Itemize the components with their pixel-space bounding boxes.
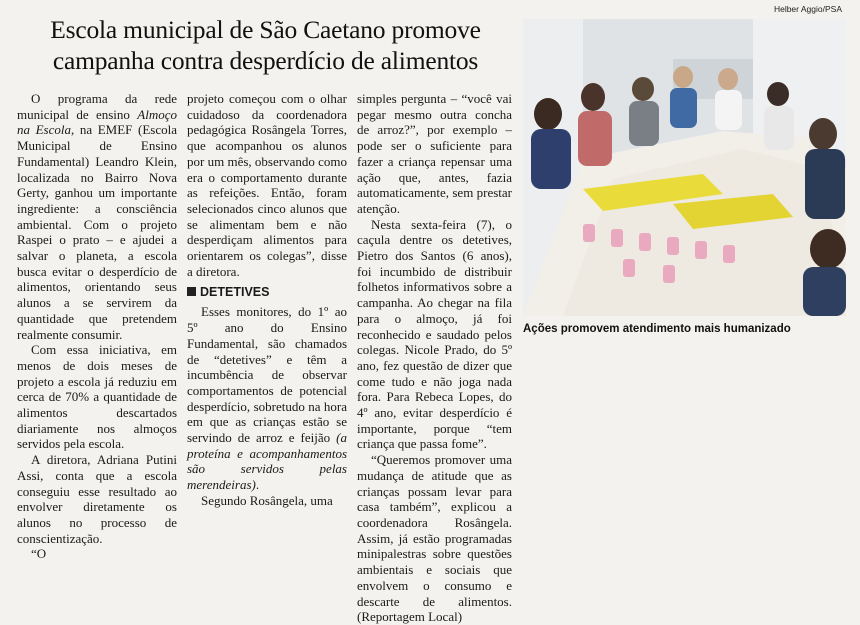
- program-name: Almoço na Escola: [17, 106, 177, 138]
- headline-line-1: Escola municipal de São Caetano promove: [50, 15, 481, 44]
- paragraph-5: Esses monitores, do 1º ao 5º ano do Ensino Fundamental, são chamados de “detetives” e têm a incumbência de observar comportamentos de potencial desperdício, sobretudo na hora em que as crianças estão se servindo de arroz e feijão (a proteína e acompanhamentos são servidos pelas merendeiras).: [187, 304, 347, 493]
- paragraph-4-continued: projeto começou com o olhar cuidadoso da coordenadora pedagógica Rosângela Torres, que acompanhou os alunos por um mês, observando como era o comportamento durante as refeições. Então, foram selecionados cinco alunos que se alimentam bem e não desperdiçam alimentos para orientarem os colegas”, disse a diretora.: [187, 91, 347, 279]
- paragraph-4: “O: [31, 546, 47, 562]
- headline-line-2: campanha contra desperdício de alimentos: [52, 46, 479, 75]
- paragraph-2: Com essa iniciativa, em menos de dois meses de projeto a escola já reduziu em cerca de 70% a quantidade de alimentos descartados diariamente nos almoços servidos pela escola.: [17, 342, 177, 452]
- article-photo: [523, 19, 846, 316]
- paragraph-1: O programa da rede municipal de ensino Almoço na Escola, na EMEF (Escola Municipal de Ensino Fundamental) Leandro Klein, localizada no Bairro Nova Gerty, ganhou um importante ingrediente: a consciência ambiental. Com o projeto Raspei o prato – e ajudei a salvar o planeta, a escola busca evitar o desperdício de alimentos, orientando seus alunos a se servirem da quantidade que pretendem realmente consumir.: [17, 91, 177, 342]
- paragraph-6: Segundo Rosângela, uma: [201, 492, 333, 508]
- paragraph-6-continued: simples pergunta – “você vai pegar mesmo outra concha de arroz?”, por exemplo – pode ser o suficiente para fazer a criança repensar uma ação que, antes, fazia automaticamente, sem prestar atenção.: [357, 91, 512, 216]
- paragraph-7: Nesta sexta-feira (7), o caçula dentre os detetives, Pietro dos Santos (6 anos), foi incumbido de distribuir folhetos informativos sobre a campanha. Ao chegar na fila para o almoço, já foi reconhecido e saudado pelos colegas. Nicole Prado, do 5º ano, fez questão de dizer que come tudo e não joga nada fora. Para Rebeca Lopes, do 4º ano, evitar desperdício é importante, porque “tem criança que passa fome”.: [357, 216, 512, 452]
- paragraph-8: “Queremos promover uma mudança de atitude que as crianças possam levar para casa também”, explicou a coordenadora Rosângela. Assim, já estão programadas minipalestras sobre questões ambientais e sociais que envolvem o consumo e descarte de alimentos. (Reportagem Local): [357, 452, 512, 625]
- section-subhead: DETETIVES: [187, 285, 347, 300]
- paragraph-3: A diretora, Adriana Putini Assi, conta que a escola conseguiu esse resultado ao envolver diretamente os alunos no processo de conscientização.: [17, 452, 177, 546]
- article-column-2: [187, 91, 347, 509]
- article-column-3: [357, 91, 512, 625]
- photo-caption: Ações promovem atendimento mais humanizado: [523, 323, 791, 335]
- meeting-photo-illustration: [523, 19, 846, 316]
- square-bullet-icon: [187, 287, 196, 296]
- headline: [18, 14, 513, 76]
- photo-credit: Helber Aggio/PSA: [773, 4, 842, 14]
- article-column-1: [17, 91, 177, 562]
